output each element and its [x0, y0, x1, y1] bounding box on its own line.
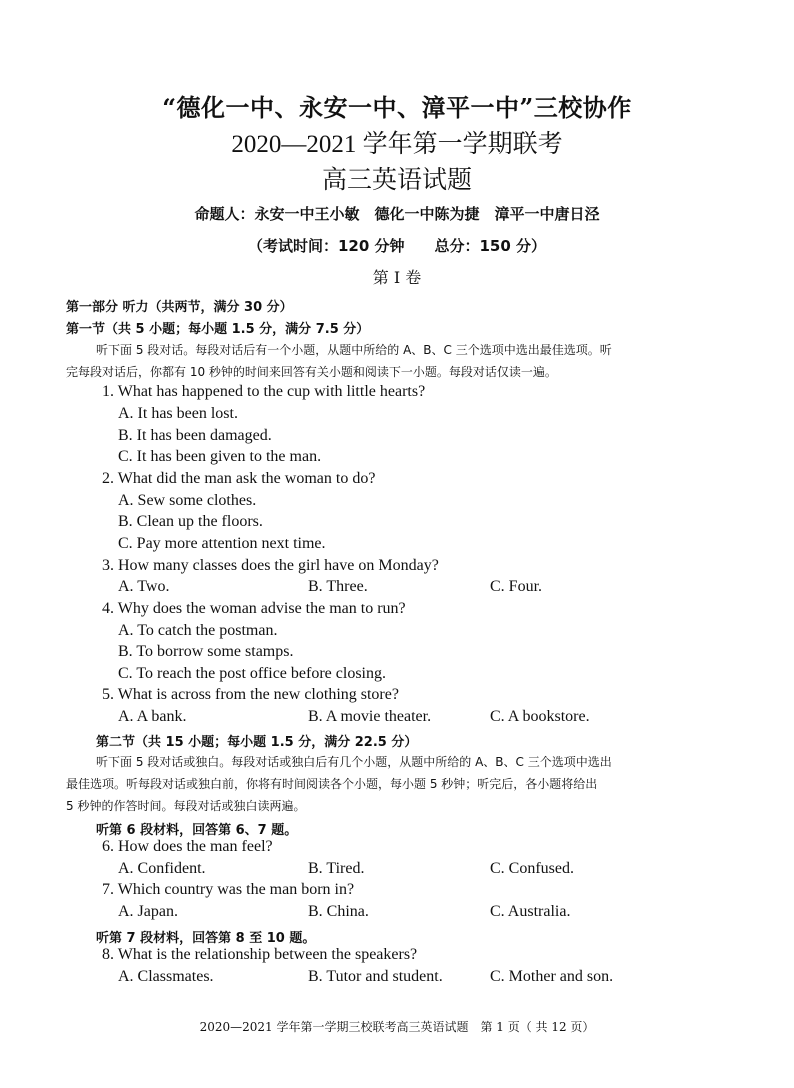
- question-stem: 7. Which country was the man born in?: [102, 881, 355, 898]
- section2-instruction: 5 秒钟的作答时间。每段对话或独白读两遍。: [66, 799, 306, 813]
- question-option: A. To catch the postman.: [118, 622, 278, 639]
- section1-heading: 第一节（共 5 小题；每小题 1.5 分，满分 7.5 分）: [66, 322, 370, 337]
- material-note: 听第 6 段材料，回答第 6、7 题。: [96, 823, 298, 838]
- exam-authors: 命题人：永安一中王小敏 德化一中陈为捷 漳平一中唐日泾: [194, 205, 600, 223]
- exam-time-score: （考试时间：120 分钟 总分：150 分）: [247, 237, 547, 255]
- question-option: B. Tired.: [308, 860, 365, 877]
- question-option: A. Confident.: [118, 860, 206, 877]
- question-stem: 3. How many classes does the girl have on Monday?: [102, 557, 439, 574]
- section1-instruction: 完每段对话后，你都有 10 秒钟的时间来回答有关小题和阅读下一小题。每段对话仅读一遍。: [66, 365, 557, 379]
- section2-heading: 第二节（共 15 小题；每小题 1.5 分，满分 22.5 分）: [96, 735, 418, 750]
- question-stem: 8. What is the relationship between the speakers?: [102, 946, 418, 963]
- question-option: B. Clean up the floors.: [118, 513, 263, 530]
- question-option: B. A movie theater.: [308, 708, 432, 725]
- volume-label: 第 I 卷: [372, 268, 422, 287]
- exam-term: 2020—2021 学年第一学期联考: [231, 131, 563, 158]
- material-note: 听第 7 段材料，回答第 8 至 10 题。: [96, 931, 316, 946]
- question-option: B. It has been damaged.: [118, 427, 272, 444]
- question-option: C. Confused.: [490, 860, 574, 877]
- question-option: B. To borrow some stamps.: [118, 643, 294, 660]
- question-stem: 2. What did the man ask the woman to do?: [102, 470, 376, 487]
- part1-heading: 第一部分 听力（共两节，满分 30 分）: [66, 300, 293, 315]
- section2-instruction: 最佳选项。听每段对话或独白前，你将有时间阅读各个小题，每小题 5 秒钟；听完后，各小题将给出: [66, 777, 598, 791]
- question-option: C. A bookstore.: [490, 708, 590, 725]
- question-option: B. China.: [308, 903, 369, 920]
- question-option: A. Sew some clothes.: [118, 492, 257, 509]
- question-stem: 6. How does the man feel?: [102, 838, 273, 855]
- question-option: B. Three.: [308, 578, 368, 595]
- page-footer: 2020—2021 学年第一学期三校联考高三英语试题 第 1 页（ 共 12 页）: [199, 1020, 595, 1034]
- question-option: A. Classmates.: [118, 968, 214, 985]
- question-option: C. Four.: [490, 578, 543, 595]
- question-option: B. Tutor and student.: [308, 968, 443, 985]
- question-stem: 4. Why does the woman advise the man to run?: [102, 600, 406, 617]
- question-stem: 1. What has happened to the cup with little hearts?: [102, 383, 426, 400]
- section1-instruction: 听下面 5 段对话。每段对话后有一个小题，从题中所给的 A、B、C 三个选项中选出最佳选项。听: [96, 343, 612, 357]
- question-stem: 5. What is across from the new clothing store?: [102, 686, 399, 703]
- question-option: A. Two.: [118, 578, 170, 595]
- question-option: A. It has been lost.: [118, 405, 238, 422]
- question-option: A. A bank.: [118, 708, 187, 725]
- exam-subject: 高三英语试题: [321, 165, 472, 194]
- question-option: A. Japan.: [118, 903, 178, 920]
- question-option: C. It has been given to the man.: [118, 448, 322, 465]
- question-option: C. To reach the post office before closing.: [118, 665, 386, 682]
- question-option: C. Pay more attention next time.: [118, 535, 326, 552]
- exam-title: “德化一中、永安一中、漳平一中”三校协作: [162, 93, 632, 122]
- section2-instruction: 听下面 5 段对话或独白。每段对话或独白后有几个小题，从题中所给的 A、B、C 三个选项中选出: [96, 755, 612, 769]
- question-option: C. Mother and son.: [490, 968, 614, 985]
- question-option: C. Australia.: [490, 903, 571, 920]
